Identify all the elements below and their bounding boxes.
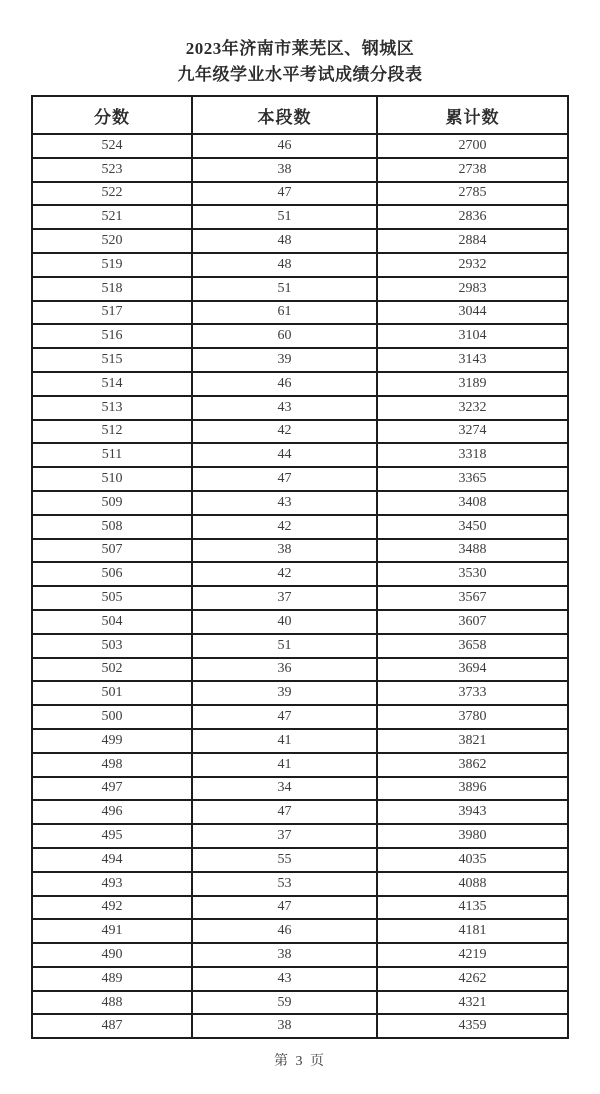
table-row — [32, 396, 568, 420]
cell-score: 511 — [32, 443, 192, 467]
table-row — [32, 848, 568, 872]
cell-cumulative-count: 4135 — [377, 896, 568, 920]
cell-segment-count: 61 — [192, 301, 377, 325]
cell-segment-count: 51 — [192, 634, 377, 658]
table-row — [32, 824, 568, 848]
cell-score: 501 — [32, 681, 192, 705]
cell-cumulative-count: 2738 — [377, 158, 568, 182]
cell-cumulative-count: 4181 — [377, 919, 568, 943]
cell-score: 493 — [32, 872, 192, 896]
table-header-row — [32, 96, 568, 134]
cell-score: 519 — [32, 253, 192, 277]
table-row — [32, 872, 568, 896]
cell-segment-count: 34 — [192, 777, 377, 801]
table-row — [32, 420, 568, 444]
table-row — [32, 182, 568, 206]
score-table-body — [32, 134, 568, 1038]
cell-cumulative-count: 3694 — [377, 658, 568, 682]
cell-cumulative-count: 3044 — [377, 301, 568, 325]
table-row — [32, 467, 568, 491]
cell-score: 488 — [32, 991, 192, 1015]
cell-score: 512 — [32, 420, 192, 444]
cell-cumulative-count: 3607 — [377, 610, 568, 634]
cell-cumulative-count: 3450 — [377, 515, 568, 539]
cell-segment-count: 60 — [192, 324, 377, 348]
cell-cumulative-count: 3189 — [377, 372, 568, 396]
table-row — [32, 777, 568, 801]
cell-cumulative-count: 3896 — [377, 777, 568, 801]
header-score: 分数 — [32, 96, 192, 134]
cell-segment-count: 53 — [192, 872, 377, 896]
table-row — [32, 562, 568, 586]
cell-cumulative-count: 3733 — [377, 681, 568, 705]
cell-segment-count: 59 — [192, 991, 377, 1015]
cell-cumulative-count: 2884 — [377, 229, 568, 253]
table-row — [32, 134, 568, 158]
cell-score: 524 — [32, 134, 192, 158]
cell-cumulative-count: 3821 — [377, 729, 568, 753]
cell-cumulative-count: 3104 — [377, 324, 568, 348]
table-row — [32, 681, 568, 705]
cell-score: 518 — [32, 277, 192, 301]
cell-score: 523 — [32, 158, 192, 182]
cell-segment-count: 47 — [192, 896, 377, 920]
cell-cumulative-count: 3567 — [377, 586, 568, 610]
cell-segment-count: 51 — [192, 205, 377, 229]
cell-cumulative-count: 2836 — [377, 205, 568, 229]
table-row — [32, 634, 568, 658]
cell-cumulative-count: 3365 — [377, 467, 568, 491]
cell-cumulative-count: 2983 — [377, 277, 568, 301]
cell-score: 504 — [32, 610, 192, 634]
table-row — [32, 729, 568, 753]
cell-segment-count: 41 — [192, 753, 377, 777]
cell-segment-count: 39 — [192, 681, 377, 705]
cell-segment-count: 48 — [192, 229, 377, 253]
cell-segment-count: 55 — [192, 848, 377, 872]
table-row — [32, 515, 568, 539]
cell-segment-count: 47 — [192, 705, 377, 729]
cell-cumulative-count: 3943 — [377, 800, 568, 824]
cell-cumulative-count: 3232 — [377, 396, 568, 420]
cell-score: 520 — [32, 229, 192, 253]
cell-segment-count: 43 — [192, 396, 377, 420]
cell-segment-count: 38 — [192, 158, 377, 182]
cell-score: 517 — [32, 301, 192, 325]
cell-segment-count: 42 — [192, 515, 377, 539]
cell-segment-count: 46 — [192, 134, 377, 158]
cell-segment-count: 44 — [192, 443, 377, 467]
cell-score: 502 — [32, 658, 192, 682]
cell-score: 521 — [32, 205, 192, 229]
cell-score: 492 — [32, 896, 192, 920]
cell-cumulative-count: 3318 — [377, 443, 568, 467]
table-row — [32, 348, 568, 372]
cell-score: 495 — [32, 824, 192, 848]
table-row — [32, 539, 568, 563]
cell-score: 499 — [32, 729, 192, 753]
cell-score: 487 — [32, 1014, 192, 1038]
cell-segment-count: 37 — [192, 824, 377, 848]
cell-cumulative-count: 3274 — [377, 420, 568, 444]
page-number: 第 3 页 — [274, 1054, 326, 1070]
cell-cumulative-count: 2932 — [377, 253, 568, 277]
cell-segment-count: 47 — [192, 467, 377, 491]
cell-score: 507 — [32, 539, 192, 563]
cell-segment-count: 38 — [192, 943, 377, 967]
score-table — [31, 95, 569, 1039]
cell-score: 500 — [32, 705, 192, 729]
cell-cumulative-count: 3143 — [377, 348, 568, 372]
table-row — [32, 705, 568, 729]
cell-segment-count: 39 — [192, 348, 377, 372]
cell-cumulative-count: 2785 — [377, 182, 568, 206]
cell-segment-count: 47 — [192, 800, 377, 824]
cell-cumulative-count: 4321 — [377, 991, 568, 1015]
cell-score: 505 — [32, 586, 192, 610]
cell-segment-count: 40 — [192, 610, 377, 634]
cell-cumulative-count: 4219 — [377, 943, 568, 967]
cell-cumulative-count: 2700 — [377, 134, 568, 158]
cell-score: 522 — [32, 182, 192, 206]
cell-score: 513 — [32, 396, 192, 420]
cell-score: 509 — [32, 491, 192, 515]
table-row — [32, 205, 568, 229]
cell-cumulative-count: 3530 — [377, 562, 568, 586]
cell-segment-count: 38 — [192, 539, 377, 563]
table-row — [32, 158, 568, 182]
table-row — [32, 800, 568, 824]
cell-score: 498 — [32, 753, 192, 777]
table-row — [32, 919, 568, 943]
cell-segment-count: 47 — [192, 182, 377, 206]
table-row — [32, 372, 568, 396]
cell-segment-count: 43 — [192, 491, 377, 515]
cell-score: 491 — [32, 919, 192, 943]
cell-score: 494 — [32, 848, 192, 872]
cell-score: 506 — [32, 562, 192, 586]
table-row — [32, 753, 568, 777]
table-row — [32, 1014, 568, 1038]
cell-score: 490 — [32, 943, 192, 967]
cell-segment-count: 42 — [192, 562, 377, 586]
cell-cumulative-count: 3658 — [377, 634, 568, 658]
page-title-line2: 九年级学业水平考试成绩分段表 — [177, 65, 423, 84]
cell-segment-count: 42 — [192, 420, 377, 444]
table-row — [32, 943, 568, 967]
table-row — [32, 253, 568, 277]
table-row — [32, 896, 568, 920]
cell-score: 508 — [32, 515, 192, 539]
header-segment-count: 本段数 — [192, 96, 377, 134]
cell-segment-count: 51 — [192, 277, 377, 301]
cell-segment-count: 36 — [192, 658, 377, 682]
cell-segment-count: 41 — [192, 729, 377, 753]
cell-cumulative-count: 4359 — [377, 1014, 568, 1038]
table-row — [32, 443, 568, 467]
table-row — [32, 586, 568, 610]
cell-score: 497 — [32, 777, 192, 801]
cell-cumulative-count: 3862 — [377, 753, 568, 777]
cell-cumulative-count: 4035 — [377, 848, 568, 872]
table-row — [32, 991, 568, 1015]
cell-segment-count: 37 — [192, 586, 377, 610]
cell-score: 489 — [32, 967, 192, 991]
cell-cumulative-count: 4088 — [377, 872, 568, 896]
cell-segment-count: 38 — [192, 1014, 377, 1038]
cell-score: 516 — [32, 324, 192, 348]
cell-segment-count: 43 — [192, 967, 377, 991]
cell-segment-count: 46 — [192, 919, 377, 943]
cell-score: 496 — [32, 800, 192, 824]
cell-cumulative-count: 3408 — [377, 491, 568, 515]
cell-score: 503 — [32, 634, 192, 658]
cell-score: 515 — [32, 348, 192, 372]
table-row — [32, 491, 568, 515]
table-row — [32, 658, 568, 682]
table-row — [32, 967, 568, 991]
header-cumulative-count: 累计数 — [377, 96, 568, 134]
table-row — [32, 301, 568, 325]
table-row — [32, 277, 568, 301]
table-row — [32, 324, 568, 348]
table-row — [32, 610, 568, 634]
table-row — [32, 229, 568, 253]
cell-segment-count: 48 — [192, 253, 377, 277]
cell-cumulative-count: 3488 — [377, 539, 568, 563]
cell-score: 510 — [32, 467, 192, 491]
cell-cumulative-count: 4262 — [377, 967, 568, 991]
page-title-line1: 2023年济南市莱芜区、钢城区 — [185, 39, 415, 58]
cell-cumulative-count: 3780 — [377, 705, 568, 729]
cell-score: 514 — [32, 372, 192, 396]
cell-segment-count: 46 — [192, 372, 377, 396]
cell-cumulative-count: 3980 — [377, 824, 568, 848]
